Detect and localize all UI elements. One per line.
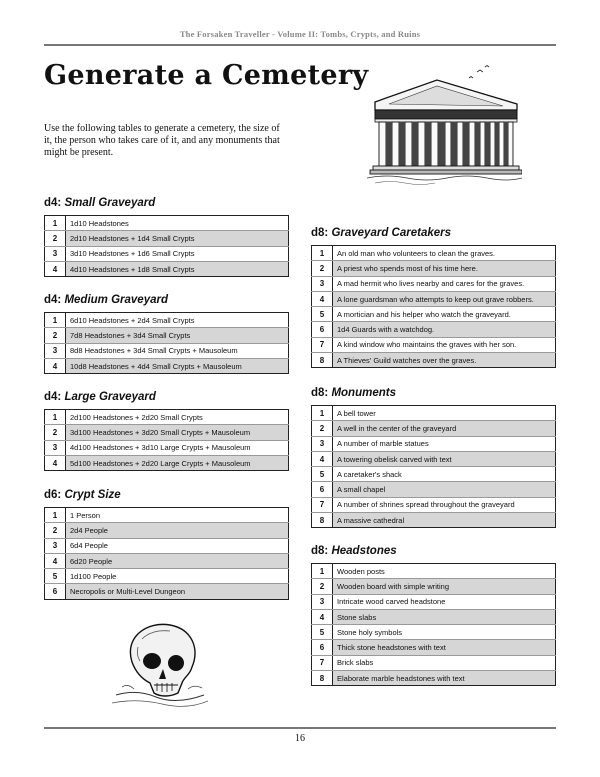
roll-number: 2	[312, 579, 333, 594]
roll-number: 5	[45, 569, 66, 584]
roll-number: 5	[312, 307, 333, 322]
table-row	[45, 440, 289, 455]
roll-number: 6	[312, 322, 333, 337]
roll-result: 7d8 Headstones + 3d4 Small Crypts	[66, 328, 289, 343]
table-row	[45, 328, 289, 343]
roll-number: 2	[312, 261, 333, 276]
roll-result: Elaborate marble headstones with text	[333, 671, 556, 686]
roll-number: 3	[45, 538, 66, 553]
table-row	[312, 276, 556, 291]
large-graveyard-section	[44, 391, 289, 471]
roll-result: A lone guardsman who attempts to keep out grave robbers.	[333, 291, 556, 306]
roll-number: 4	[45, 455, 66, 470]
roll-result: A number of marble statues	[333, 436, 556, 451]
table-row	[312, 640, 556, 655]
table-row	[45, 523, 289, 538]
roll-result: 4d100 Headstones + 3d10 Large Crypts + Mausoleum	[66, 440, 289, 455]
crypt-size-title: d6: Crypt Size	[44, 489, 121, 501]
roll-result: 4d10 Headstones + 1d8 Small Crypts	[66, 261, 289, 276]
skull-illustration	[112, 617, 208, 709]
roll-number: 7	[312, 337, 333, 352]
roll-result: A towering obelisk carved with text	[333, 451, 556, 466]
medium-graveyard-section	[44, 294, 289, 374]
roll-result: Stone holy symbols	[333, 625, 556, 640]
temple-illustration	[367, 64, 522, 186]
roll-result: 6d4 People	[66, 538, 289, 553]
roll-result: A mad hermit who lives nearby and cares for the graves.	[333, 276, 556, 291]
table-row	[45, 246, 289, 261]
caretakers-title: d8: Graveyard Caretakers	[311, 227, 452, 239]
roll-number: 4	[45, 553, 66, 568]
roll-number: 1	[312, 564, 333, 579]
small-graveyard-table	[44, 215, 289, 277]
roll-number: 2	[45, 328, 66, 343]
roll-result: A mortician and his helper who watch the graveyard.	[333, 307, 556, 322]
caretakers-section	[311, 227, 556, 368]
roll-number: 5	[312, 625, 333, 640]
roll-number: 7	[312, 497, 333, 512]
roll-number: 4	[45, 358, 66, 373]
headstones-title: d8: Headstones	[311, 545, 397, 557]
roll-result: 1d10 Headstones	[66, 216, 289, 231]
crypt-size-section	[44, 489, 289, 600]
table-row	[312, 564, 556, 579]
table-row	[312, 246, 556, 261]
roll-number: 8	[312, 513, 333, 528]
table-row	[312, 307, 556, 322]
roll-result: 3d100 Headstones + 3d20 Small Crypts + Mausoleum	[66, 425, 289, 440]
running-header: The Forsaken Traveller - Volume II: Tombs, Crypts, and Ruins	[179, 29, 421, 39]
table-row	[312, 594, 556, 609]
table-row	[312, 436, 556, 451]
medium-graveyard-title: d4: Medium Graveyard	[44, 294, 168, 306]
caretakers-table	[311, 245, 556, 368]
table-row	[312, 482, 556, 497]
roll-result: 3d10 Headstones + 1d6 Small Crypts	[66, 246, 289, 261]
header-rule	[44, 44, 556, 46]
roll-number: 6	[45, 584, 66, 599]
roll-number: 4	[312, 291, 333, 306]
page-number: 16	[295, 733, 305, 744]
table-row	[45, 231, 289, 246]
headstones-table	[311, 563, 556, 686]
table-row	[45, 313, 289, 328]
footer-rule	[44, 727, 556, 729]
large-graveyard-title: d4: Large Graveyard	[44, 391, 156, 403]
roll-result: A massive cathedral	[333, 513, 556, 528]
monuments-table	[311, 405, 556, 528]
roll-result: A well in the center of the graveyard	[333, 421, 556, 436]
table-row	[312, 579, 556, 594]
roll-number: 4	[312, 609, 333, 624]
roll-number: 1	[45, 313, 66, 328]
roll-number: 2	[312, 421, 333, 436]
crypt-size-table	[44, 507, 289, 600]
headstones-section	[311, 545, 556, 686]
roll-result: 1 Person	[66, 508, 289, 523]
roll-result: An old man who volunteers to clean the graves.	[333, 246, 556, 261]
roll-result: A caretaker's shack	[333, 467, 556, 482]
table-row	[45, 455, 289, 470]
roll-number: 1	[45, 216, 66, 231]
roll-result: 1d4 Guards with a watchdog.	[333, 322, 556, 337]
roll-number: 2	[45, 523, 66, 538]
roll-result: Wooden posts	[333, 564, 556, 579]
roll-number: 8	[312, 671, 333, 686]
roll-number: 3	[45, 343, 66, 358]
table-row	[45, 569, 289, 584]
roll-number: 6	[312, 640, 333, 655]
roll-number: 1	[45, 410, 66, 425]
roll-result: A bell tower	[333, 406, 556, 421]
table-row	[45, 553, 289, 568]
table-row	[312, 671, 556, 686]
table-row	[312, 337, 556, 352]
table-row	[312, 451, 556, 466]
roll-number: 8	[312, 353, 333, 368]
table-row	[45, 216, 289, 231]
roll-number: 1	[312, 246, 333, 261]
monuments-title: d8: Monuments	[311, 387, 396, 399]
intro-paragraph: Use the following tables to generate a cemetery, the size of it, the person who takes care of it, and any monuments that might be present.	[44, 123, 280, 158]
table-row	[45, 584, 289, 599]
roll-result: A number of shrines spread throughout the graveyard	[333, 497, 556, 512]
roll-result: 2d100 Headstones + 2d20 Small Crypts	[66, 410, 289, 425]
roll-result: A Thieves' Guild watches over the graves.	[333, 353, 556, 368]
roll-number: 2	[45, 231, 66, 246]
roll-number: 1	[45, 508, 66, 523]
roll-result: Intricate wood carved headstone	[333, 594, 556, 609]
roll-number: 3	[45, 440, 66, 455]
roll-number: 1	[312, 406, 333, 421]
table-row	[312, 291, 556, 306]
roll-result: 5d100 Headstones + 2d20 Large Crypts + Mausoleum	[66, 455, 289, 470]
small-graveyard-section	[44, 197, 289, 277]
roll-result: Brick slabs	[333, 655, 556, 670]
roll-result: 1d100 People	[66, 569, 289, 584]
roll-result: 6d10 Headstones + 2d4 Small Crypts	[66, 313, 289, 328]
table-row	[312, 513, 556, 528]
roll-number: 3	[312, 276, 333, 291]
roll-number: 3	[312, 436, 333, 451]
table-row	[312, 467, 556, 482]
large-graveyard-table	[44, 409, 289, 471]
roll-number: 4	[45, 261, 66, 276]
table-row	[312, 261, 556, 276]
table-row	[312, 655, 556, 670]
table-row	[45, 425, 289, 440]
table-row	[45, 410, 289, 425]
roll-result: Necropolis or Multi-Level Dungeon	[66, 584, 289, 599]
roll-number: 4	[312, 451, 333, 466]
table-row	[45, 261, 289, 276]
page-title: Generate a Cemetery	[44, 60, 369, 91]
roll-result: 10d8 Headstones + 4d4 Small Crypts + Mausoleum	[66, 358, 289, 373]
roll-result: 8d8 Headstones + 3d4 Small Crypts + Mausoleum	[66, 343, 289, 358]
table-row	[45, 508, 289, 523]
roll-result: A small chapel	[333, 482, 556, 497]
table-row	[312, 353, 556, 368]
roll-number: 3	[45, 246, 66, 261]
table-row	[45, 343, 289, 358]
table-row	[45, 538, 289, 553]
roll-number: 5	[312, 467, 333, 482]
roll-number: 6	[312, 482, 333, 497]
roll-number: 2	[45, 425, 66, 440]
table-row	[45, 358, 289, 373]
roll-result: Thick stone headstones with text	[333, 640, 556, 655]
table-row	[312, 406, 556, 421]
monuments-section	[311, 387, 556, 528]
roll-result: A priest who spends most of his time here.	[333, 261, 556, 276]
roll-result: A kind window who maintains the graves with her son.	[333, 337, 556, 352]
table-row	[312, 322, 556, 337]
roll-result: Stone slabs	[333, 609, 556, 624]
roll-number: 3	[312, 594, 333, 609]
roll-result: 2d4 People	[66, 523, 289, 538]
roll-number: 7	[312, 655, 333, 670]
small-graveyard-title: d4: Small Graveyard	[44, 197, 156, 209]
table-row	[312, 421, 556, 436]
roll-result: 2d10 Headstones + 1d4 Small Crypts	[66, 231, 289, 246]
table-row	[312, 497, 556, 512]
roll-result: Wooden board with simple writing	[333, 579, 556, 594]
table-row	[312, 625, 556, 640]
table-row	[312, 609, 556, 624]
medium-graveyard-table	[44, 312, 289, 374]
roll-result: 6d20 People	[66, 553, 289, 568]
